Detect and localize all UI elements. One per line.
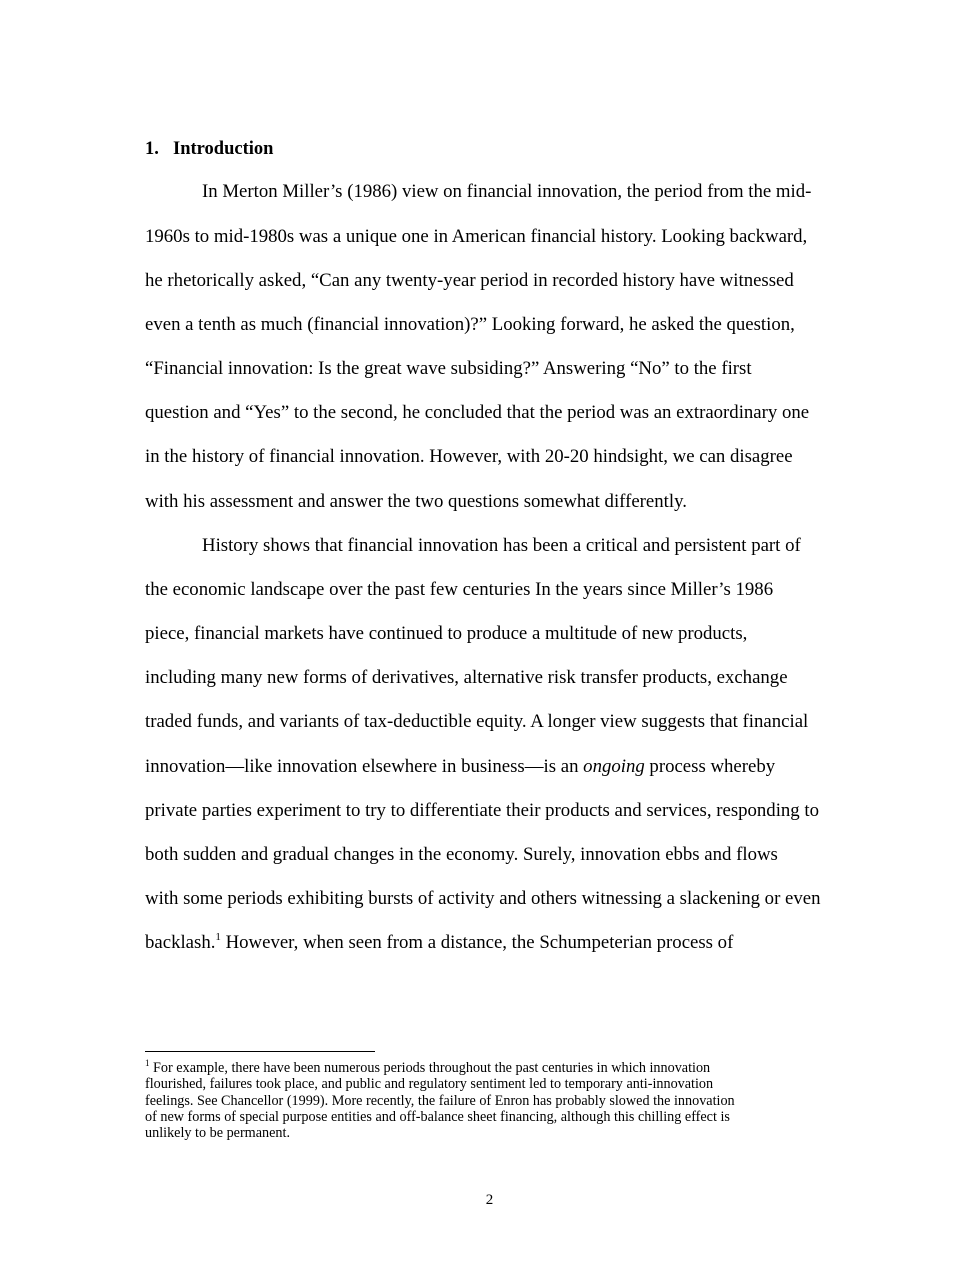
paragraph-line: even a tenth as much (financial innovation)?” Looking forward, he asked the question, — [145, 314, 795, 335]
paragraph-line: traded funds, and variants of tax-deductible equity. A longer view suggests that financial — [145, 711, 809, 732]
paragraph-line: “Financial innovation: Is the great wave subsiding?” Answering “No” to the first — [145, 358, 752, 379]
footnote-divider — [145, 1051, 375, 1052]
footnote-reference[interactable]: 1 — [215, 931, 221, 943]
line-text: backlash. — [145, 932, 216, 953]
paragraph-line: both sudden and gradual changes in the economy. Surely, innovation ebbs and flows — [145, 844, 778, 865]
paragraph-line: he rhetorically asked, “Can any twenty-year period in recorded history have witnessed — [145, 270, 794, 291]
paragraph-line: History shows that financial innovation has been a critical and persistent part of — [202, 535, 801, 556]
emphasized-word: ongoing — [583, 756, 645, 777]
page-number: 2 — [485, 1192, 494, 1208]
line-text: process whereby — [644, 756, 776, 777]
paragraph-line: In Merton Miller’s (1986) view on financial innovation, the period from the mid- — [202, 181, 812, 202]
footnote-line: feelings. See Chancellor (1999). More recently, the failure of Enron has probably slowed the innovation — [145, 1092, 735, 1109]
paragraph-line: in the history of financial innovation. However, with 20-20 hindsight, we can disagree — [145, 446, 793, 467]
paragraph-line: the economic landscape over the past few centuries In the years since Miller’s 1986 — [145, 579, 774, 600]
footnote-line: unlikely to be permanent. — [145, 1125, 290, 1142]
line-text: However, when seen from a distance, the Schumpeterian process of — [220, 932, 734, 953]
footnote-text: For example, there have been numerous periods throughout the past centuries in which innovation — [149, 1060, 711, 1076]
paragraph-line: piece, financial markets have continued to produce a multitude of new products, — [145, 623, 748, 644]
footnote-line — [145, 1060, 835, 1076]
footnote-marker: 1 — [145, 1058, 150, 1068]
section-title: Introduction — [173, 139, 274, 159]
paragraph-line: 1960s to mid-1980s was a unique one in American financial history. Looking backward, — [145, 226, 808, 247]
section-heading — [145, 138, 273, 160]
paragraph-line: private parties experiment to try to differentiate their products and services, responding to — [145, 800, 819, 821]
paragraph-line — [145, 755, 775, 779]
footnote-line: flourished, failures took place, and public and regulatory sentiment led to temporary anti-innovation — [145, 1076, 714, 1093]
paragraph-line: with some periods exhibiting bursts of activity and others witnessing a slackening or even — [145, 888, 821, 909]
paragraph-line: question and “Yes” to the second, he concluded that the period was an extraordinary one — [145, 402, 810, 423]
section-number: 1. — [145, 139, 159, 159]
footnote — [145, 1060, 835, 1141]
footnote-line: of new forms of special purpose entities and off-balance sheet financing, although this chilling effect is — [145, 1108, 730, 1125]
paragraph-line: with his assessment and answer the two questions somewhat differently. — [145, 491, 687, 512]
paragraph-line: including many new forms of derivatives, alternative risk transfer products, exchange — [145, 667, 788, 688]
line-text: innovation—like innovation elsewhere in business—is an — [145, 756, 584, 777]
paragraph-line — [145, 931, 733, 955]
